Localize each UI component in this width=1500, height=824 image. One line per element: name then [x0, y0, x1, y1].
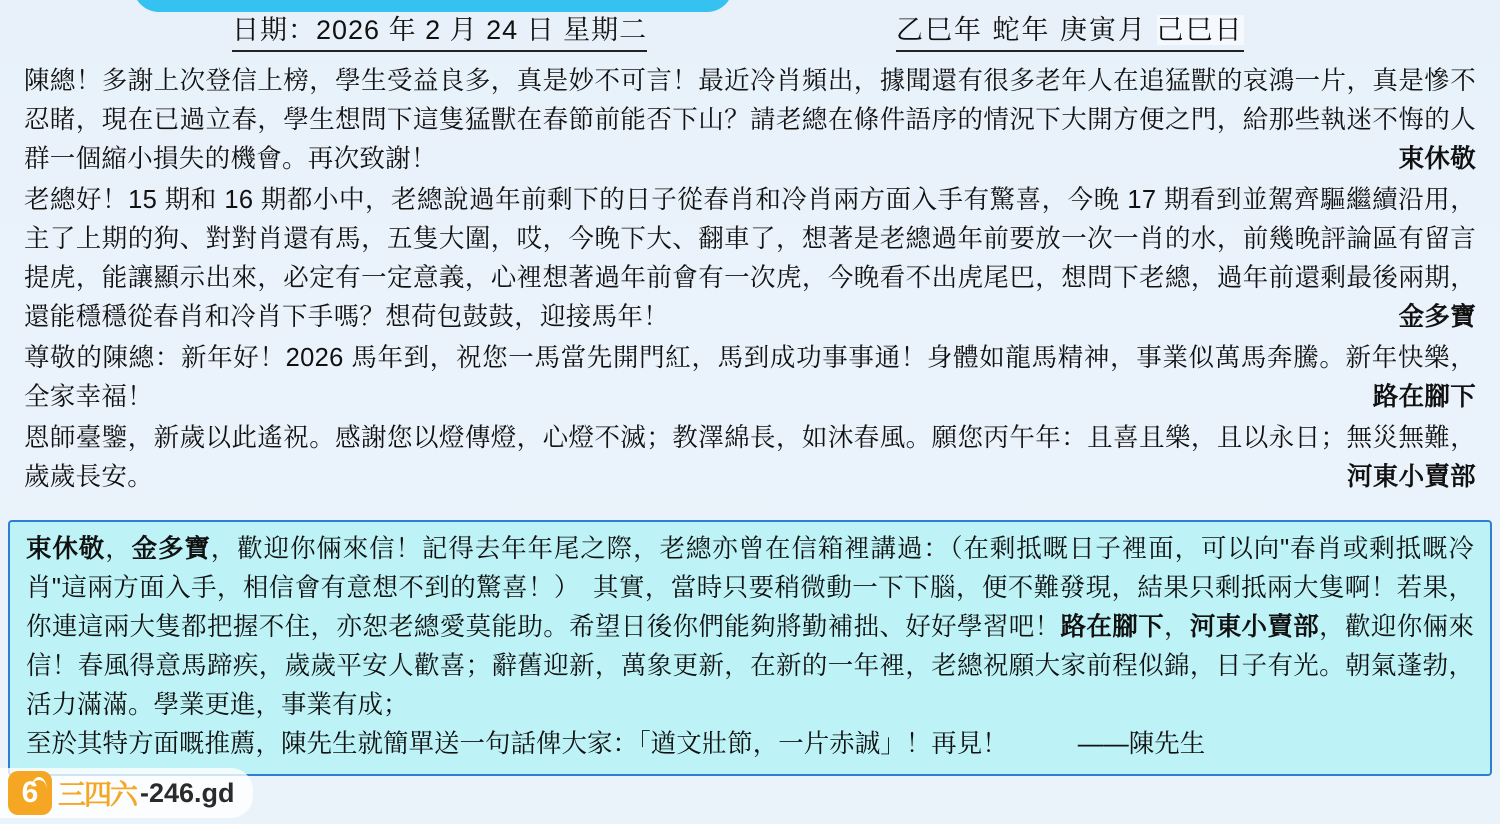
reply-paragraph-1: [26, 530, 1474, 725]
reply-text-2: ，歡迎你倆來信！春風得意馬蹄疾，歲歲平安人歡喜；辭舊迎新，萬象更新，在新的一年裡，老總祝願大家前程似錦，日子有光。朝氣蓬勃，活力滿滿。學業更進，事業有成；: [26, 613, 1474, 719]
letter-signature: 金多寶: [1398, 303, 1476, 331]
letter-item: [24, 419, 1476, 497]
reply-addressee-separator-2: ，: [1163, 613, 1190, 641]
document-header: [0, 0, 1500, 46]
letter-signature: 河東小賣部: [1346, 463, 1476, 491]
watermark-logo-char: 6: [21, 776, 39, 809]
ganzhi-prefix: 乙巳年 蛇年 庚寅月: [896, 15, 1157, 45]
ganzhi-highlight: 己巳日: [1156, 15, 1244, 45]
date-label: 日期：2026 年 2 月 24 日 星期二: [232, 8, 647, 52]
reply-block: [8, 520, 1492, 776]
letter-signature: 束休敬: [1398, 145, 1476, 173]
reply-addressee-2: 金多寶: [131, 535, 211, 563]
letter-signature: 路在腳下: [1372, 383, 1476, 411]
letter-body: 陳總！多謝上次登信上榜，學生受益良多，真是妙不可言！最近冷肖頻出，據聞還有很多老年人在追猛獸的哀鴻一片，真是慘不忍睹，現在已過立春，學生想問下這隻猛獸在春節前能否下山？請老總在條件語序的情況下大開方便之門，給那些執迷不悔的人群一個縮小損失的機會。再次致謝！ 束休敬: [24, 62, 1476, 179]
letter-body: 尊敬的陳總：新年好！2026 馬年到，祝您一馬當先開門紅，馬到成功事事通！身體如龍馬精神，事業似萬馬奔騰。新年快樂，全家幸福！ 路在腳下: [24, 339, 1476, 417]
letters-list: [0, 62, 1500, 499]
letter-body: 老總好！15 期和 16 期都小中，老總說過年前剩下的日子從春肖和冷肖兩方面入手有驚喜，今晚 17 期看到並駕齊驅繼續沿用，主了上期的狗、對對肖還有馬，五隻大圍，哎，今晚下大、翻車了，想著是老總過年前要放一次一肖的水，前幾晚評論區有留言提虎，能讓顯示出來，必定有一定意義，心裡想著過年前會有一次虎，今晚看不出虎尾巴，想問下老總，過年前還剩最後兩期，還能穩穩從春肖和冷肖下手嗎？想荷包鼓鼓，迎接馬年！ 金多寶: [24, 181, 1476, 337]
reply-signoff: ——陳先生: [1077, 730, 1206, 758]
ganzhi-label: [896, 8, 1244, 52]
letter-item: [24, 62, 1476, 179]
reply-addressee-separator: ，: [105, 535, 132, 563]
letter-item: [24, 181, 1476, 337]
watermark-logo-icon: [8, 771, 52, 815]
letter-body: 恩師臺鑒，新歲以此遙祝。感謝您以燈傳燈，心燈不滅；教澤綿長，如沐春風。願您丙午年：且喜且樂，且以永日；無災無難，歲歲長安。 河東小賣部: [24, 419, 1476, 497]
reply-addressee-4: 河東小賣部: [1189, 613, 1320, 641]
watermark-url-text: -246.gd: [140, 777, 235, 808]
reply-paragraph-2: [26, 725, 1474, 764]
reply-addressee-3: 路在腳下: [1060, 613, 1164, 641]
watermark-brand-text: 三四六: [58, 779, 137, 810]
reply-text-1: ，歡迎你倆來信！記得去年年尾之際，老總亦曾在信箱裡講過：（在剩抵嘅日子裡面，可以向"春肖或剩抵嘅冷肖"這兩方面入手，相信會有意想不到的驚喜！） 其實，當時只要稍微動一下下腦，便不難發現，結果只剩抵兩大隻啊！若果，你連這兩大隻都把握不住，亦恕老總愛莫能助。希望日後你們能夠將勤補拙、好好學習吧！: [26, 535, 1474, 641]
letter-item: [24, 339, 1476, 417]
reply-addressee-1: 束休敬: [26, 535, 106, 563]
reply-text-3: 至於其特方面嘅推薦，陳先生就簡單送一句話俾大家：「遒文壯節，一片赤誠」！再見！: [26, 730, 1008, 758]
watermark: [0, 768, 253, 818]
